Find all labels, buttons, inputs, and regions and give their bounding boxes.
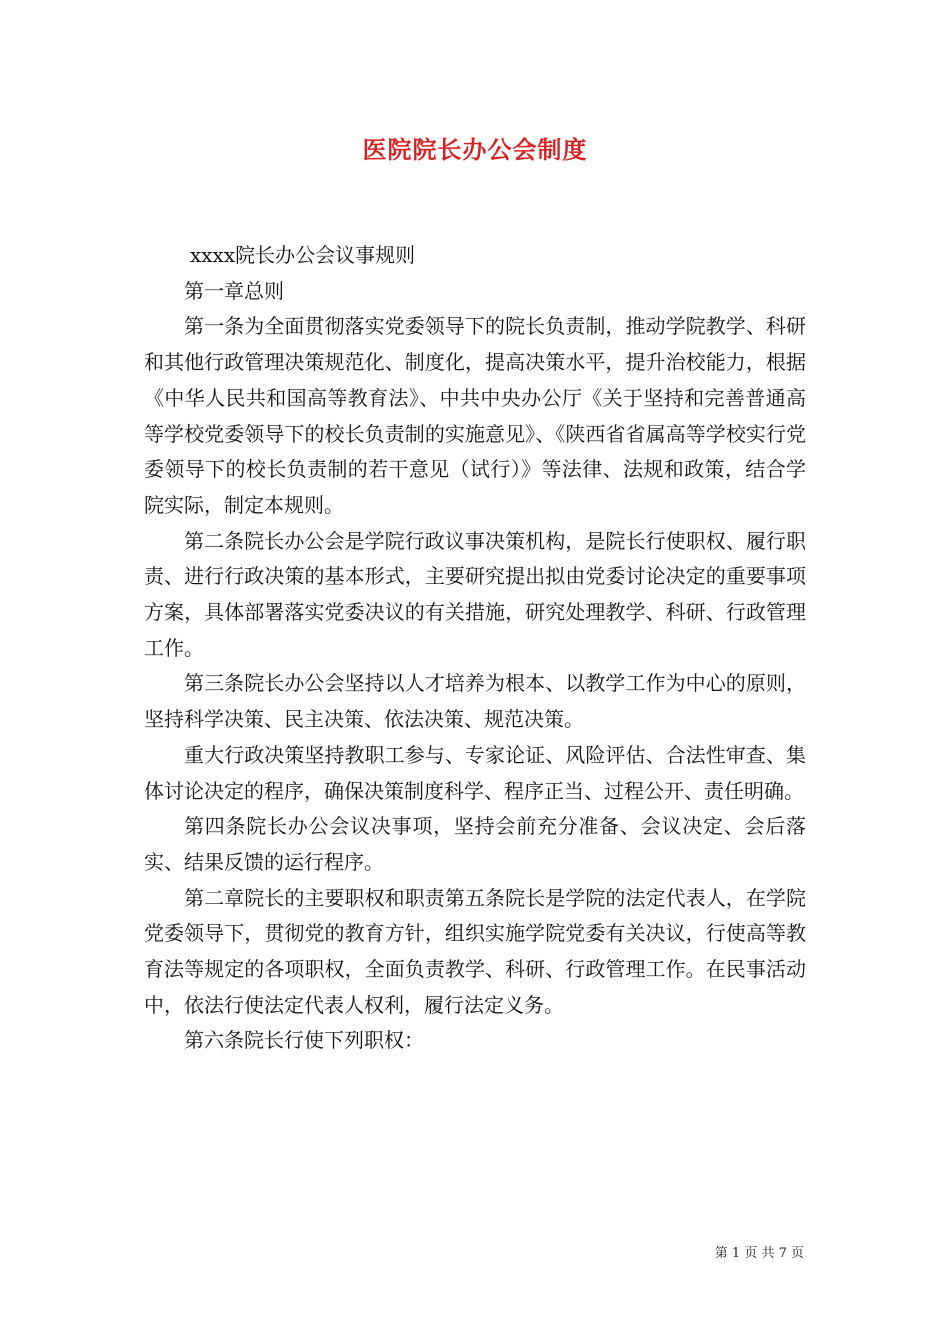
paragraph-chapter-one: 第一章总则 <box>184 278 284 303</box>
document-title: 医院院长办公会制度 <box>362 135 588 164</box>
paragraph-chapter-two: 第二章院长的主要职权和职责第五条院长是学院的法定代表人，在学院党委领导下，贯彻党的教育方针，组织实施学院党委有关决议，行使高等教育法等规定的各项职权，全面负责教学、科研、行政管理工作。在民事活动中，依法行使法定代表人权利，履行法定义务。 <box>144 885 806 1017</box>
document-body <box>144 238 806 1059</box>
paragraph-article-two: 第二条院长办公会是学院行政议事决策机构，是院长行使职权、履行职责、进行行政决策的基本形式，主要研究提出拟由党委讨论决定的重要事项方案，具体部署落实党委决议的有关措施，研究处理教学、科研、行政管理工作。 <box>144 528 806 660</box>
paragraph-article-three: 第三条院长办公会坚持以人才培养为根本、以教学工作为中心的原则，坚持科学决策、民主决策、依法决策、规范决策。 <box>144 671 806 732</box>
paragraph-article-one: 第一条为全面贯彻落实党委领导下的院长负责制，推动学院教学、科研和其他行政管理决策规范化、制度化，提高决策水平，提升治校能力，根据《中华人民共和国高等教育法》、中共中央办公厅《关于坚持和完善普通高等学校党委领导下的校长负责制的实施意见》、《陕西省省属高等学校实行党委领导下的校长负责制的若干意见（试行）》等法律、法规和政策，结合学院实际，制定本规则。 <box>144 314 806 517</box>
page-number: 第 1 页 共 7 页 <box>714 1246 804 1261</box>
paragraph-major-decisions: 重大行政决策坚持教职工参与、专家论证、风险评估、合法性审查、集体讨论决定的程序，确保决策制度科学、程序正当、过程公开、责任明确。 <box>144 742 806 803</box>
paragraph-article-six: 第六条院长行使下列职权： <box>184 1028 424 1053</box>
paragraph-article-four: 第四条院长办公会议决事项，坚持会前充分准备、会议决定、会后落实、结果反馈的运行程序。 <box>144 814 806 874</box>
paragraph-rules-heading: xxxx院长办公会议事规则 <box>190 243 416 267</box>
